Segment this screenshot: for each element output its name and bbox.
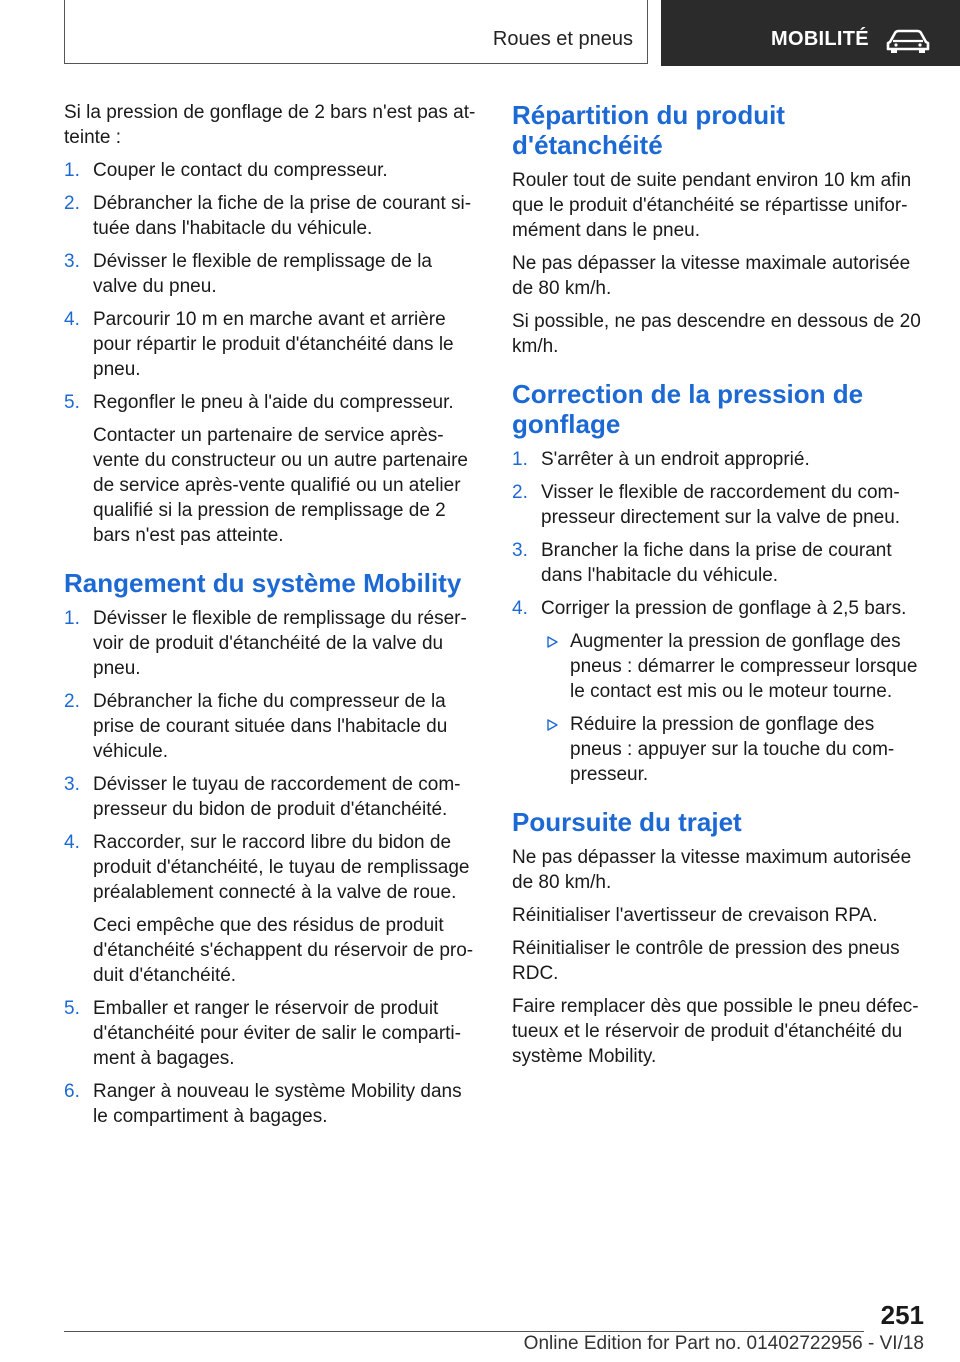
sub-item-text: Réduire la pression de gonflage des pneus : appuyer sur la touche du com-presseur.	[570, 714, 895, 785]
step-text: Dévisser le flexible de remplissage du réser-voir de produit d'étanchéité de la valve du pneu.	[93, 608, 467, 679]
step-number: 3.	[64, 774, 80, 795]
step-number: 2.	[512, 482, 528, 503]
correction-steps-list	[512, 447, 924, 787]
car-icon	[885, 28, 931, 54]
continue-paragraph: Ne pas dépasser la vitesse maximum autorisée de 80 km/h.	[512, 847, 912, 893]
sub-list-item	[541, 712, 924, 787]
stow-steps-list	[64, 606, 476, 1129]
step-text: Débrancher la fiche de la prise de courant si-tuée dans l'habitacle du véhicule.	[93, 193, 472, 239]
section-tab	[64, 0, 648, 64]
distribution-paragraph: Rouler tout de suite pendant environ 10 km afin que le produit d'étanchéité se répartisse unifor-mément dans le pneu.	[512, 170, 912, 241]
step-text: Ranger à nouveau le système Mobility dans le compartiment à bagages.	[93, 1081, 462, 1127]
footer-divider	[64, 1331, 864, 1332]
step-note: Contacter un partenaire de service après-vente du constructeur ou un autre partenaire de service après-vente qualifié ou un atelier qualifié si la pression de remplissage de 2 bars n'est pas atteinte.	[93, 425, 468, 546]
step-text: Débrancher la fiche du compresseur de la prise de courant située dans l'habitacle du véhicule.	[93, 691, 448, 762]
section-title: Roues et pneus	[492, 28, 633, 50]
step-number: 3.	[512, 540, 528, 561]
intro-paragraph: Si la pression de gonflage de 2 bars n'est pas at-teinte :	[64, 102, 476, 148]
step-text: Emballer et ranger le réservoir de produit d'étanchéité pour éviter de salir le comparti-ment à bagages.	[93, 998, 461, 1069]
list-item	[512, 538, 924, 588]
step-text: Raccorder, sur le raccord libre du bidon de produit d'étanchéité, le tuyau de remplissage préalablement connecté à la valve de roue.	[93, 832, 470, 903]
sub-list-item	[541, 629, 924, 704]
step-number: 1.	[64, 608, 80, 629]
continue-paragraph: Réinitialiser le contrôle de pression des pneus RDC.	[512, 938, 900, 984]
step-number: 1.	[64, 160, 80, 181]
list-item	[512, 596, 924, 787]
triangle-bullet-icon	[547, 636, 558, 648]
right-column	[512, 100, 924, 1077]
step-number: 6.	[64, 1081, 80, 1102]
step-text: S'arrêter à un endroit approprié.	[541, 449, 810, 470]
list-item	[512, 480, 924, 530]
continue-paragraph: Faire remplacer dès que possible le pneu défec-tueux et le réservoir de produit d'étanchéité du système Mobility.	[512, 996, 919, 1067]
distribution-heading: Répartition du produit d'étanchéité	[512, 100, 785, 160]
correction-sub-list	[541, 629, 924, 787]
pressure-steps-list	[64, 158, 476, 548]
page-header	[64, 0, 960, 66]
list-item	[64, 158, 476, 183]
page-number: 251	[880, 1300, 924, 1330]
list-item	[64, 772, 476, 822]
list-item	[512, 447, 924, 472]
distribution-paragraph: Si possible, ne pas descendre en dessous de 20 km/h.	[512, 311, 921, 357]
step-text: Brancher la fiche dans la prise de courant dans l'habitacle du véhicule.	[541, 540, 892, 586]
step-note: Ceci empêche que des résidus de produit d'étanchéité s'échappent du réservoir de pro-duit d'étanchéité.	[93, 915, 474, 986]
step-text: Dévisser le flexible de remplissage de la valve du pneu.	[93, 251, 432, 297]
continue-heading: Poursuite du trajet	[512, 807, 742, 837]
step-number: 5.	[64, 998, 80, 1019]
list-item	[64, 390, 476, 548]
continue-paragraph: Réinitialiser l'avertisseur de crevaison RPA.	[512, 905, 878, 926]
step-number: 2.	[64, 691, 80, 712]
edition-footer: Online Edition for Part no. 01402722956 - VI/18	[523, 1333, 924, 1354]
list-item	[64, 249, 476, 299]
step-text: Visser le flexible de raccordement du com-presseur directement sur la valve de pneu.	[541, 482, 901, 528]
sub-item-text: Augmenter la pression de gonflage des pneus : démarrer le compresseur lorsque le contact est mis ou le moteur tourne.	[570, 631, 918, 702]
step-number: 2.	[64, 193, 80, 214]
stow-heading: Rangement du système Mobility	[64, 568, 462, 598]
list-item	[64, 606, 476, 681]
step-number: 5.	[64, 392, 80, 413]
list-item	[64, 191, 476, 241]
list-item	[64, 830, 476, 988]
step-text: Regonfler le pneu à l'aide du compresseur.	[93, 392, 454, 413]
step-text: Corriger la pression de gonflage à 2,5 bars.	[541, 598, 907, 619]
list-item	[64, 1079, 476, 1129]
step-number: 4.	[512, 598, 528, 619]
step-number: 1.	[512, 449, 528, 470]
distribution-paragraph: Ne pas dépasser la vitesse maximale autorisée de 80 km/h.	[512, 253, 911, 299]
list-item	[64, 689, 476, 764]
chapter-tab	[661, 0, 960, 66]
list-item	[64, 996, 476, 1071]
correction-heading: Correction de la pression de gonflage	[512, 379, 864, 439]
triangle-bullet-icon	[547, 719, 558, 731]
chapter-title: MOBILITÉ	[771, 28, 869, 50]
list-item	[64, 307, 476, 382]
step-text: Parcourir 10 m en marche avant et arrière pour répartir le produit d'étanchéité dans le pneu.	[93, 309, 454, 380]
step-number: 4.	[64, 832, 80, 853]
step-text: Couper le contact du compresseur.	[93, 160, 388, 181]
step-number: 3.	[64, 251, 80, 272]
step-text: Dévisser le tuyau de raccordement de com-presseur du bidon de produit d'étanchéité.	[93, 774, 461, 820]
left-column	[64, 100, 476, 1137]
step-number: 4.	[64, 309, 80, 330]
